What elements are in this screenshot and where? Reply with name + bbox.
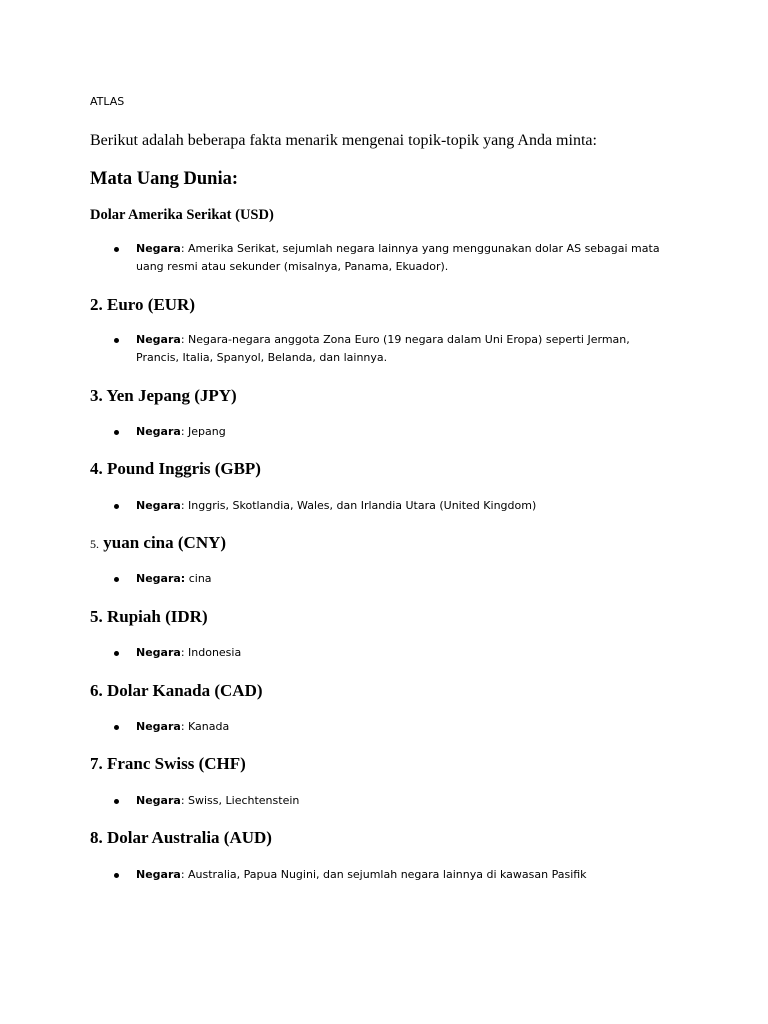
currency-heading (90, 532, 226, 555)
list-item-text (136, 570, 674, 588)
list-item (114, 718, 674, 736)
list-item-value: cina (188, 572, 212, 585)
list-item-value: Kanada (188, 720, 230, 733)
list-item-value: Indonesia (188, 646, 242, 659)
list-item-value: Australia, Papua Nugini, dan sejumlah negara lainnya di kawasan Pasifik (188, 868, 587, 881)
bullet-dot (114, 873, 119, 878)
heading-number: 5. (90, 537, 99, 551)
list-item-value: Negara-negara anggota Zona Euro (19 negara dalam Uni Eropa) seperti Jerman, Prancis, Italia, Spanyol, Belanda, dan lainnya. (136, 333, 630, 364)
currency-heading: 6. Dolar Kanada (CAD) (90, 681, 263, 700)
separator: : (180, 499, 189, 512)
list-item (114, 497, 674, 515)
separator: : (180, 425, 189, 438)
currency-heading: 5. Rupiah (IDR) (90, 607, 208, 626)
list-item-label: Negara (136, 333, 181, 346)
currency-heading: 8. Dolar Australia (AUD) (90, 828, 272, 847)
list-item (114, 240, 674, 276)
separator: : (180, 242, 189, 255)
list-item-label: Negara (136, 425, 181, 438)
bullet-dot (114, 430, 119, 435)
list-item-text (136, 866, 674, 884)
list-item-label: Negara (136, 646, 181, 659)
list-item-text (136, 792, 674, 810)
list-item-text (136, 718, 674, 736)
list-item (114, 570, 674, 588)
separator: : (180, 794, 189, 807)
list-item-value: Amerika Serikat, sejumlah negara lainnya yang menggunakan dolar AS sebagai mata uang resmi atau sekunder (misalnya, Panama, Ekuador). (136, 242, 660, 273)
list-item-label: Negara (136, 794, 181, 807)
heading-text: yuan cina (CNY) (103, 533, 227, 552)
intro-paragraph: Berikut adalah beberapa fakta menarik mengenai topik-topik yang Anda minta: (90, 132, 597, 149)
list-item-text (136, 644, 674, 662)
list-item-value: Inggris, Skotlandia, Wales, dan Irlandia Utara (United Kingdom) (188, 499, 537, 512)
bullet-dot (114, 247, 119, 252)
separator: : (180, 720, 189, 733)
list-item-label: Negara (136, 242, 181, 255)
separator: : (180, 868, 189, 881)
list-item (114, 792, 674, 810)
list-item (114, 331, 674, 367)
section-heading: Mata Uang Dunia: (90, 169, 239, 189)
bullet-dot (114, 338, 119, 343)
currency-heading: 7. Franc Swiss (CHF) (90, 754, 246, 773)
usd-subheading: Dolar Amerika Serikat (USD) (90, 207, 274, 223)
bullet-dot (114, 799, 119, 804)
list-item-text (136, 497, 674, 515)
list-item (114, 866, 674, 884)
list-item-text (136, 423, 674, 441)
list-item-text (136, 331, 674, 367)
list-item (114, 423, 674, 441)
bullet-dot (114, 577, 119, 582)
separator: : (180, 646, 189, 659)
document-title: ATLAS (90, 95, 125, 108)
currency-heading: 4. Pound Inggris (GBP) (90, 459, 261, 478)
list-item-label: Negara (136, 499, 181, 512)
list-item (114, 644, 674, 662)
currency-heading: 2. Euro (EUR) (90, 295, 195, 314)
bullet-dot (114, 651, 119, 656)
list-item-label: Negara: (136, 572, 186, 585)
list-item-value: Swiss, Liechtenstein (188, 794, 300, 807)
separator: : (180, 333, 189, 346)
list-item-label: Negara (136, 720, 181, 733)
list-item-value: Jepang (188, 425, 226, 438)
bullet-dot (114, 504, 119, 509)
bullet-dot (114, 725, 119, 730)
currency-heading: 3. Yen Jepang (JPY) (90, 386, 237, 405)
list-item-text (136, 240, 674, 276)
list-item-label: Negara (136, 868, 181, 881)
